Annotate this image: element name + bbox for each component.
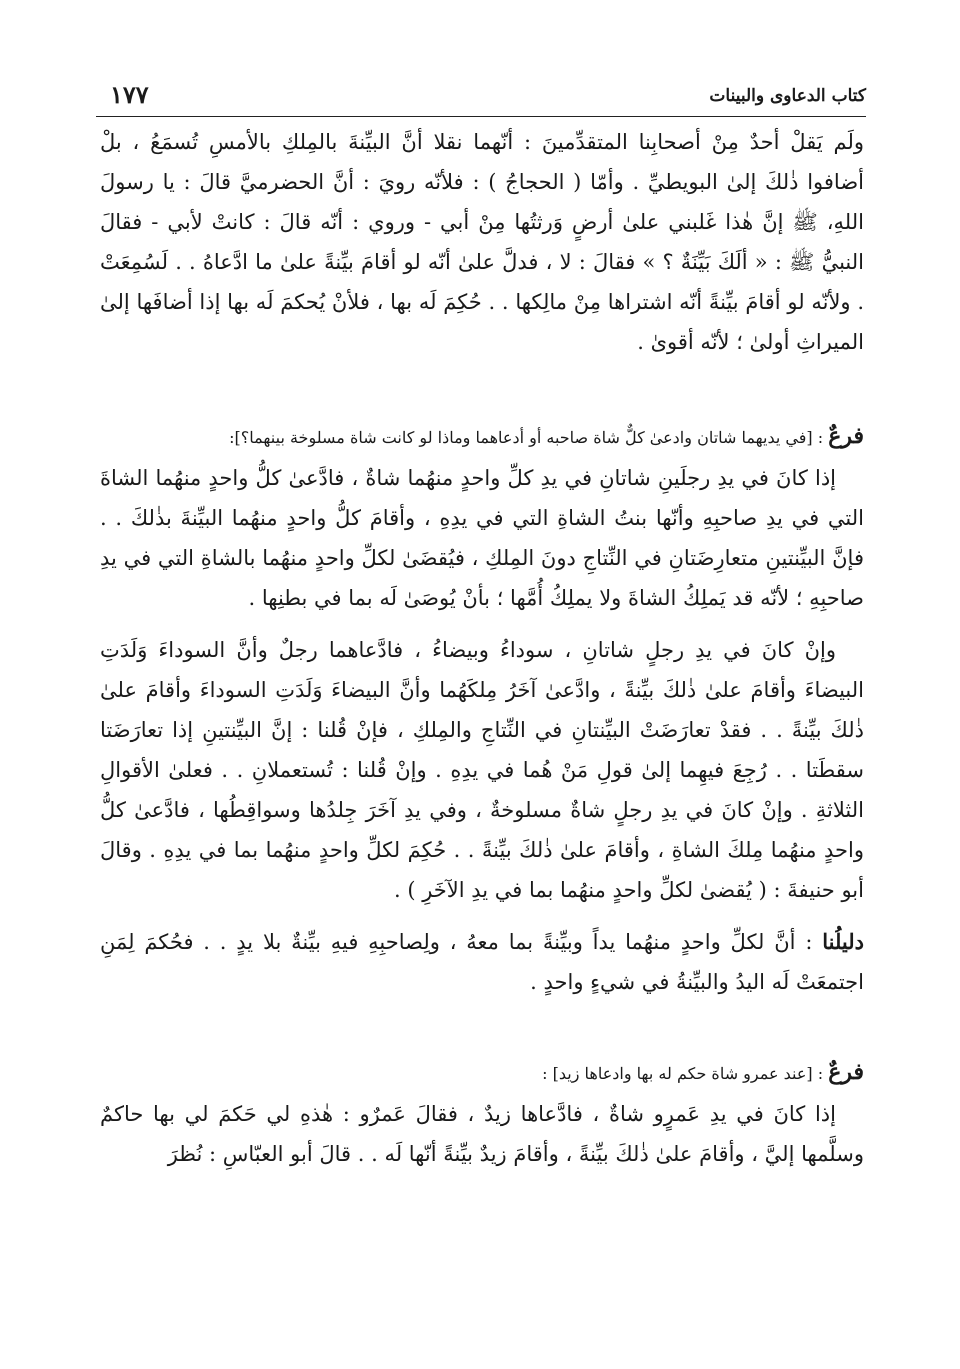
paragraph-hajjaj: ولَم يَقلْ أحدٌ مِنْ أصحابِنا المتقدِّمينَ : أنّهما نقلا أنَّ البيِّنةَ بالمِلكِ بالأمسِ تُسمَعُ ، بلْ أضافوا ذٰلكَ إلىٰ البويطيِّ . وأمّا ( الحجاجُ ) : فلأنّه رويَ : أنَّ الحضرميَّ قالَ : يا رسولَ اللهِ، ﷺ إنَّ هٰذا غَلبني علىٰ أرضٍ وَرثتُها مِنْ أبي - وروي : أنّه قالَ : كانتْ لأبي - فقالَ النبيُّ ﷺ : « ألَكَ بَيِّنَةٌ ؟ » فقالَ : لا ، فدلَّ علىٰ أنّه لو أقامَ بيِّنةً علىٰ ما ادَّعاهُ . . لَسُمِعَتْ . ولأنّه لو أقامَ بيِّنةً أنّه اشتراها مِنْ مالِكها . . حُكِمَ لَه بها ، فلأنْ يُحكمَ لَه بها إذا أضافَها إلىٰ الميراثِ أولىٰ ؛ لأنّه أقوىٰ .	[100, 130, 864, 354]
branch-heading-amr-goat	[100, 1052, 864, 1094]
paragraph-amr-goat: إذا كانَ في يدِ عَمرٍو شاةٌ ، فادَّعاها زيدٌ ، فقالَ عَمرٌو : هٰذهِ لي حَكمَ لي بها حاكمٌ وسلَّمها إليَّ ، وأقامَ علىٰ ذٰلكَ بيِّنةً ، وأقامَ زيدٌ بيِّنةً أنّها لَه . . قالَ أبو العبّاسِ : نُظرَ	[100, 1102, 864, 1166]
header-rule	[96, 116, 866, 117]
paragraph-proof	[100, 922, 864, 1002]
page-body	[100, 122, 864, 1174]
running-head-title: كتاب الدعاوى والبينات	[709, 86, 866, 106]
paragraph-black-white-goats: وإنْ كانَ في يدِ رجلٍ شاتانِ ، سوداءُ وبيضاءُ ، فادَّعاهما رجلٌ وأنَّ السوداءَ وَلَدَتِ البيضاءَ وأقامَ علىٰ ذٰلكَ بيِّنةً ، وادَّعىٰ آخَرُ مِلكَهُما وأنَّ البيضاءَ وَلَدَتِ السوداءَ وأقامَ علىٰ ذٰلكَ بيِّنةً . . فقدْ تعارَضَتْ البيِّنتانِ في النِّتاجِ والمِلكِ ، فإنْ قُلنا : إنَّ البيِّنتينِ إذا تعارَضَتا سقطَتا . . رُجِعَ فيهِما إلىٰ قولِ مَنْ هُما في يدِهِ . وإنْ قُلنا : تُستعملانِ . . فعلىٰ الأقوالِ الثلاثةِ . وإنْ كانَ في يدِ رجلٍ شاةٌ مسلوخةٌ ، وفي يدِ آخَرَ جِلدُها وسواقِطُها ، فادَّعىٰ كلُّ واحدٍ منهُما مِلكَ الشاةِ ، وأقامَ علىٰ ذٰلكَ بيِّنةً . . حُكِمَ لكلِّ واحدٍ منهُما بما في يدِهِ . وقالَ أبو حنيفةَ : ( يُقضىٰ لكلِّ واحدٍ منهُما بما في يدِ الآخَرِ ) .	[100, 638, 864, 902]
branch-title: : [عند عمرو شاة حكم له بها وادعاها زيد] :	[542, 1064, 824, 1083]
page-header	[96, 78, 866, 118]
proof-label: دليلُنا	[822, 929, 864, 954]
branch-label: فرعٌ	[828, 1059, 864, 1085]
branch-title: : [في يديهما شاتان وادعىٰ كلٌّ شاة صاحبه أو أدعاهما وماذا لو كانت شاة مسلوخة بينهما؟]:	[229, 428, 824, 447]
paragraph-two-goats: إذا كانَ في يدِ رجلَينِ شاتانِ في يدِ كلِّ واحدٍ منهُما شاةٌ ، فادَّعىٰ كلُّ واحدٍ منهُما الشاةَ التي في يدِ صاحبِهِ وأنّها بنتُ الشاةِ التي في يدِهِ ، وأقامَ كلُّ واحدٍ منهُما البيِّنةَ بذٰلكَ . . فإنَّ البيِّنتينِ متعارِضَتانِ في النِّتاجِ دونَ المِلكِ ، فيُقضَىٰ لكلِّ واحدٍ منهُما بالشاةِ التي في يدِ صاحبِهِ ؛ لأنّه قد يَملِكُ الشاةَ ولا يملِكُ أُمَّها ؛ بأنْ يُوصَىٰ لَه بما في بطنِها .	[100, 466, 864, 610]
branch-heading-two-goats	[100, 416, 864, 458]
page-number: ١٧٧	[110, 80, 149, 109]
branch-label: فرعٌ	[828, 423, 864, 449]
proof-text: : أنَّ لكلِّ واحدٍ منهُما يداً وبيِّنةً بما معهُ ، ولِصاحبِهِ فيهِ بيِّنةٌ بلا يدٍ . . فحُكمَ لِمَنِ اجتمعَتْ لَه اليدُ والبيِّنةُ في شيءٍ واحدٍ .	[100, 930, 864, 994]
